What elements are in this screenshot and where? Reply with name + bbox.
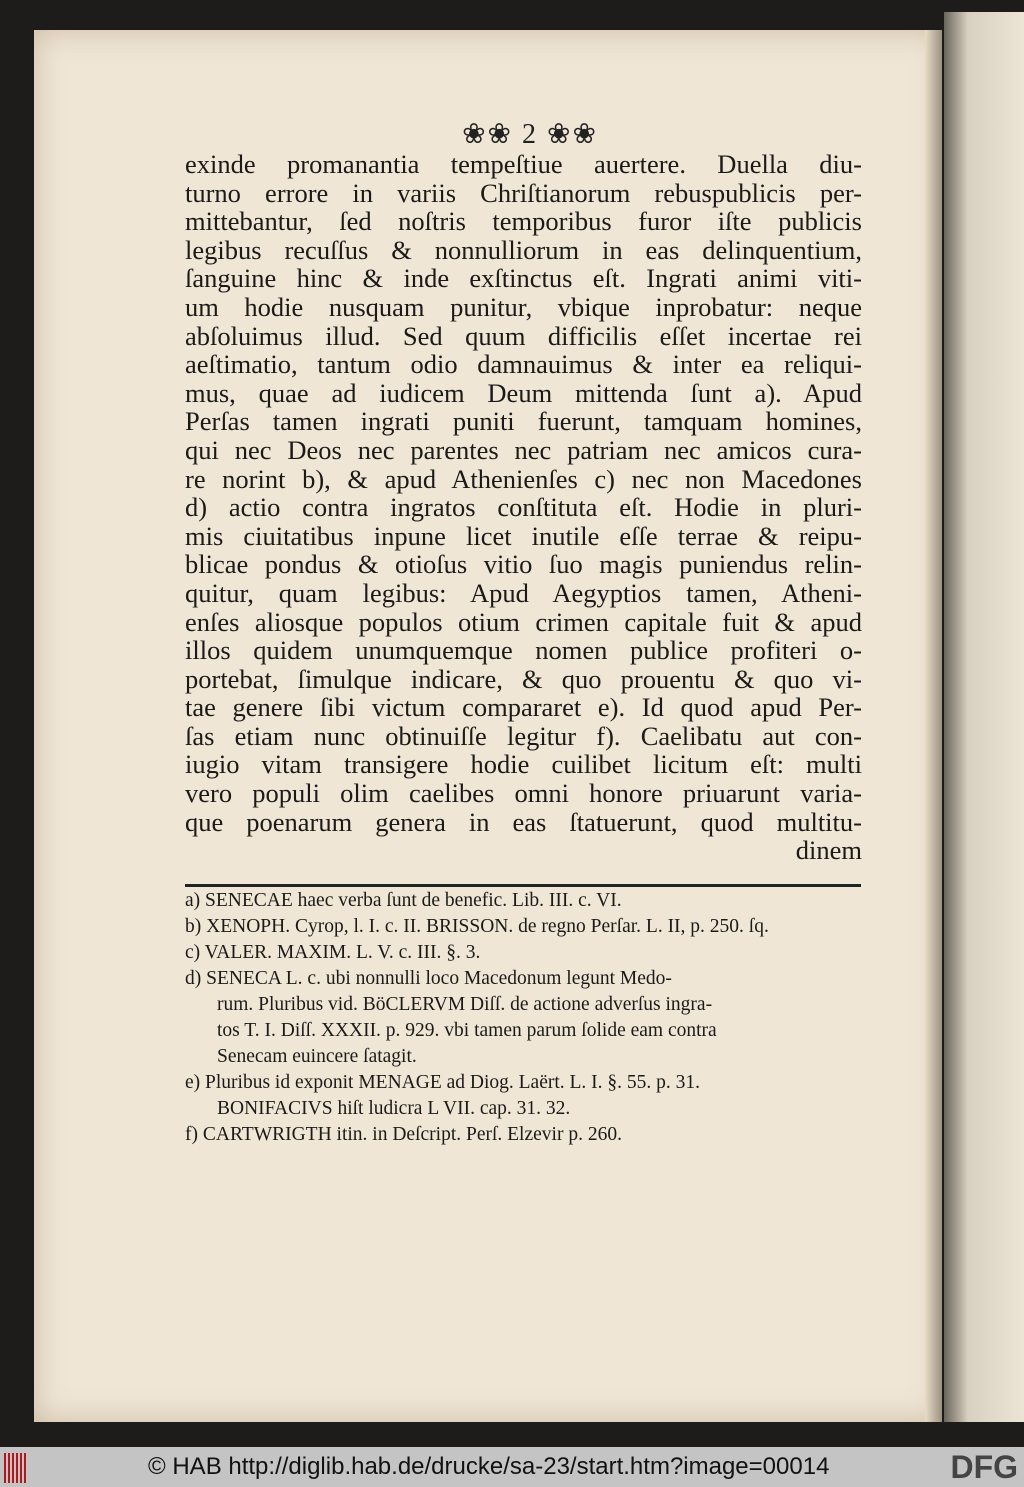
dfg-logo: DFG bbox=[950, 1449, 1018, 1485]
text-line: qui nec Deos nec parentes nec patriam nec amicos cura- bbox=[185, 434, 862, 465]
footnote bbox=[185, 966, 865, 1070]
page-number-header: ❀❀ 2 ❀❀ bbox=[462, 119, 598, 150]
text-line: portebat, ſimulque indicare, & quo prouentu & quo vi- bbox=[185, 663, 862, 694]
text-line: Perſas tamen ingrati puniti fuerunt, tamquam homines, bbox=[185, 406, 862, 437]
text-line: tae genere ſibi victum compararet e). Id quod apud Per- bbox=[185, 692, 862, 723]
text-line: re norint b), & apud Athenienſes c) nec non Macedones bbox=[185, 463, 862, 494]
text-line: ſas etiam nunc obtinuiſſe legitur f). Caelibatu aut con- bbox=[185, 720, 862, 751]
text-line: turno errore in variis Chriſtianorum rebuspublicis per- bbox=[185, 177, 862, 208]
footnote-rule bbox=[185, 884, 861, 887]
footnote-line: Senecam euincere ſatagit. bbox=[217, 1046, 417, 1067]
text-line: quitur, quam legibus: Apud Aegyptios tamen, Atheni- bbox=[185, 577, 862, 608]
text-line: illos quidem unumquemque nomen publice profiteri o- bbox=[185, 635, 862, 666]
text-line: aeſtimatio, tantum odio damnauimus & inter ea reliqui- bbox=[185, 349, 862, 380]
text-line: blicae pondus & otioſus vitio ſuo magis puniendus relin- bbox=[185, 549, 862, 580]
footer-bar bbox=[0, 1447, 1024, 1487]
text-line: exinde promanantia tempeſtiue auertere. Duella diu- bbox=[185, 149, 862, 179]
footnote-line: tos T. I. Diſſ. XXXII. p. 929. vbi tamen parum ſolide eam contra bbox=[217, 1020, 717, 1041]
source-url[interactable]: © HAB http://diglib.hab.de/drucke/sa-23/start.htm?image=00014 bbox=[148, 1453, 830, 1480]
footnote-line: e) Pluribus id exponit MENAGE ad Diog. Laërt. L. I. §. 55. p. 31. bbox=[185, 1072, 701, 1093]
page-gutter bbox=[925, 30, 942, 1422]
hab-logo-icon bbox=[4, 1453, 26, 1483]
text-line: dinem bbox=[795, 835, 862, 866]
footnote-line: BONIFACIVS hiſt ludicra L VII. cap. 31. 32. bbox=[217, 1098, 571, 1119]
text-line: ſanguine hinc & inde exſtinctus eſt. Ingrati animi viti- bbox=[185, 263, 862, 294]
footnotes bbox=[185, 888, 865, 1148]
text-line: mis ciuitatibus inpune licet inutile eſſe terrae & reipu- bbox=[185, 520, 862, 551]
footnote-line: a) SENECAE haec verba ſunt de benefic. Lib. III. c. VI. bbox=[185, 890, 622, 911]
adjacent-page-edge bbox=[944, 12, 1024, 1422]
footnote-line: f) CARTWRIGTH itin. in Deſcript. Perſ. Elzevir p. 260. bbox=[185, 1124, 622, 1145]
text-line: que poenarum genera in eas ſtatuerunt, quod multitu- bbox=[185, 806, 862, 837]
footnote-line: rum. Pluribus vid. BöCLERVM Diſſ. de actione adverſus ingra- bbox=[217, 994, 713, 1015]
text-line: mus, quae ad iudicem Deum mittenda ſunt a). Apud bbox=[185, 377, 862, 408]
text-line: d) actio contra ingratos conſtituta eſt. Hodie in pluri- bbox=[185, 492, 862, 523]
footnote-line: b) XENOPH. Cyrop, l. I. c. II. BRISSON. de regno Perſar. L. II, p. 250. ſq. bbox=[185, 916, 769, 937]
footnote bbox=[185, 888, 865, 914]
footnote bbox=[185, 940, 865, 966]
footnote-line: c) VALER. MAXIM. L. V. c. III. §. 3. bbox=[185, 942, 481, 963]
footnote bbox=[185, 914, 865, 940]
footnote bbox=[185, 1122, 865, 1148]
text-line: iugio vitam transigere hodie cuilibet licitum eſt: multi bbox=[185, 749, 862, 780]
text-line: legibus recuſſus & nonnulliorum in eas delinquentium, bbox=[185, 234, 862, 265]
text-line: um hodie nusquam punitur, vbique inprobatur: neque bbox=[185, 291, 862, 322]
main-text bbox=[185, 150, 862, 865]
text-line: mittebantur, ſed noſtris temporibus furor iſte publicis bbox=[185, 206, 862, 237]
text-line: vero populi olim caelibes omni honore priuarunt varia- bbox=[185, 778, 862, 809]
text-line: abſoluimus illud. Sed quum difficilis eſſet incertae rei bbox=[185, 320, 862, 351]
footnote bbox=[185, 1070, 865, 1122]
text-line: enſes aliosque populos otium crimen capitale fuit & apud bbox=[185, 606, 862, 637]
footnote-line: d) SENECA L. c. ubi nonnulli loco Macedonum legunt Medo- bbox=[185, 968, 672, 989]
